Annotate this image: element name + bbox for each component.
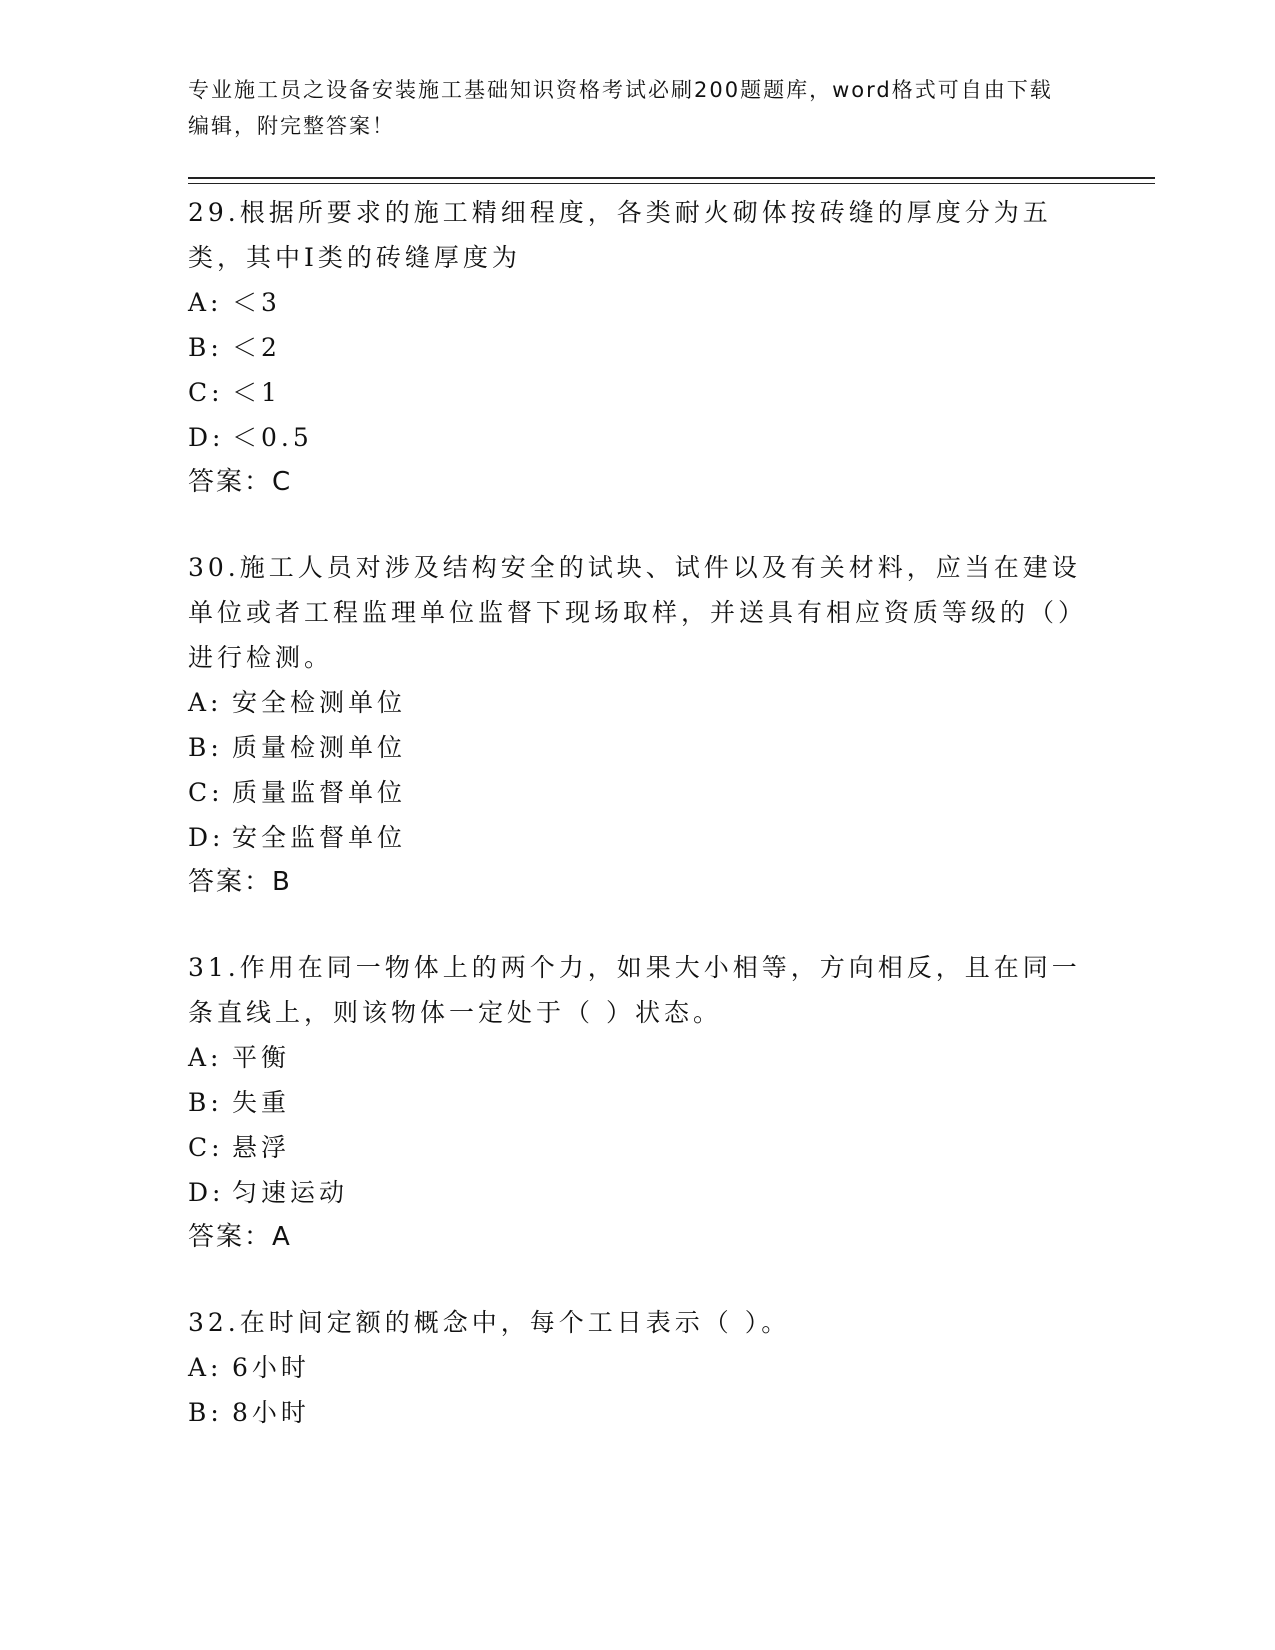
option-letter: C: (188, 778, 224, 807)
option-letter: D: (188, 823, 225, 852)
header-divider-thin (188, 183, 1155, 184)
option-a (188, 280, 1088, 325)
option-text: 安全监督单位 (232, 823, 407, 852)
question-stem: 32.在时间定额的概念中，每个工日表示（ ）。 (188, 1308, 791, 1337)
option-letter: A: (188, 1043, 223, 1072)
question-32 (188, 1300, 1088, 1435)
question-stem: 30.施工人员对涉及结构安全的试块、试件以及有关材料，应当在建设单位或者工程监理单位监督下现场取样，并送具有相应资质等级的（）进行检测。 (188, 553, 1088, 672)
option-letter: B: (188, 733, 223, 762)
option-text: 悬浮 (232, 1133, 291, 1162)
question-stem: 29.根据所要求的施工精细程度，各类耐火砌体按砖缝的厚度分为五类，其中Ⅰ类的砖缝厚度为 (188, 198, 1052, 272)
option-d (188, 415, 1088, 460)
option-c (188, 1125, 1088, 1170)
question-29 (188, 190, 1088, 505)
document-header: 专业施工员之设备安装施工基础知识资格考试必刷200题题库，word格式可自由下载编辑，附完整答案！ (188, 78, 1053, 138)
header-divider (188, 177, 1155, 179)
answer-line: 答案：A (188, 1222, 292, 1252)
option-letter: D: (188, 1178, 225, 1207)
option-letter: C: (188, 378, 224, 407)
question-31 (188, 945, 1088, 1260)
option-a (188, 1345, 1088, 1390)
option-text: ＜1 (232, 378, 281, 407)
option-letter: A: (188, 1353, 223, 1382)
option-d (188, 1170, 1088, 1215)
option-letter: C: (188, 1133, 224, 1162)
option-a (188, 1035, 1088, 1080)
option-text: 失重 (232, 1088, 291, 1117)
answer-line: 答案：B (188, 867, 292, 897)
option-letter: A: (188, 288, 223, 317)
option-b (188, 1080, 1088, 1125)
option-text: ＜2 (232, 333, 281, 362)
option-letter: A: (188, 688, 223, 717)
option-text: 安全检测单位 (232, 688, 407, 717)
option-c (188, 370, 1088, 415)
answer-line: 答案：C (188, 467, 293, 497)
option-text: ＜0.5 (232, 423, 313, 452)
option-text: 平衡 (232, 1043, 291, 1072)
option-text: 8小时 (232, 1398, 310, 1427)
option-b (188, 325, 1088, 370)
question-stem: 31.作用在同一物体上的两个力，如果大小相等，方向相反，且在同一条直线上，则该物体一定处于（ ）状态。 (188, 953, 1081, 1027)
question-30 (188, 545, 1088, 905)
option-letter: B: (188, 333, 223, 362)
option-a (188, 680, 1088, 725)
option-text: ＜3 (232, 288, 281, 317)
question-list (188, 190, 1088, 1475)
option-b (188, 725, 1088, 770)
option-letter: B: (188, 1398, 223, 1427)
option-letter: B: (188, 1088, 223, 1117)
option-text: 质量监督单位 (232, 778, 407, 807)
option-text: 6小时 (232, 1353, 310, 1382)
option-text: 匀速运动 (232, 1178, 349, 1207)
option-d (188, 815, 1088, 860)
option-c (188, 770, 1088, 815)
option-text: 质量检测单位 (232, 733, 407, 762)
option-letter: D: (188, 423, 225, 452)
option-b (188, 1390, 1088, 1435)
